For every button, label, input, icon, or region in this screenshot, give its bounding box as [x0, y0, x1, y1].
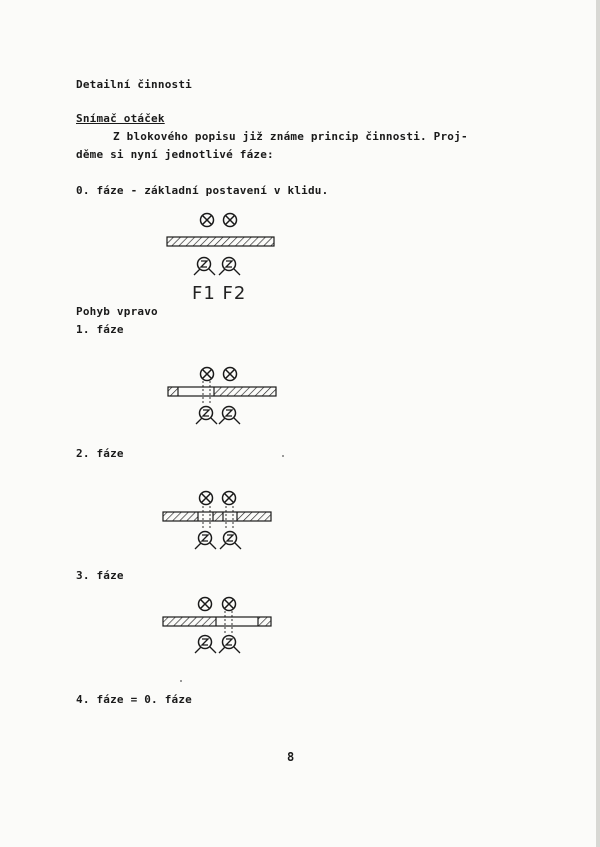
- page-number: 8: [287, 750, 295, 764]
- section-heading: Snímač otáček: [76, 112, 165, 125]
- diagram-phase-3: [163, 598, 271, 654]
- movement-heading: Pohyb vpravo: [76, 305, 158, 318]
- diagram-phase-1: [168, 368, 276, 425]
- phase-3-caption: 3. fáze: [76, 569, 124, 582]
- phase-4-caption: 4. fáze = 0. fáze: [76, 693, 192, 706]
- intro-line-1: Z blokového popisu již známe princip činnosti. Proj-: [113, 130, 468, 143]
- page-heading: Detailní činnosti: [76, 78, 192, 91]
- phase-1-caption: 1. fáze: [76, 323, 124, 336]
- diagram-phase-2: [163, 492, 271, 550]
- phase-2-caption: 2. fáze: [76, 447, 124, 460]
- intro-line-2: děme si nyní jednotlivé fáze:: [76, 148, 274, 161]
- phase-0-caption: 0. fáze - základní postavení v klidu.: [76, 184, 329, 197]
- scan-edge: [596, 0, 600, 847]
- diagram-phase-0: [167, 214, 274, 276]
- sensor-labels: F1 F2: [192, 283, 247, 304]
